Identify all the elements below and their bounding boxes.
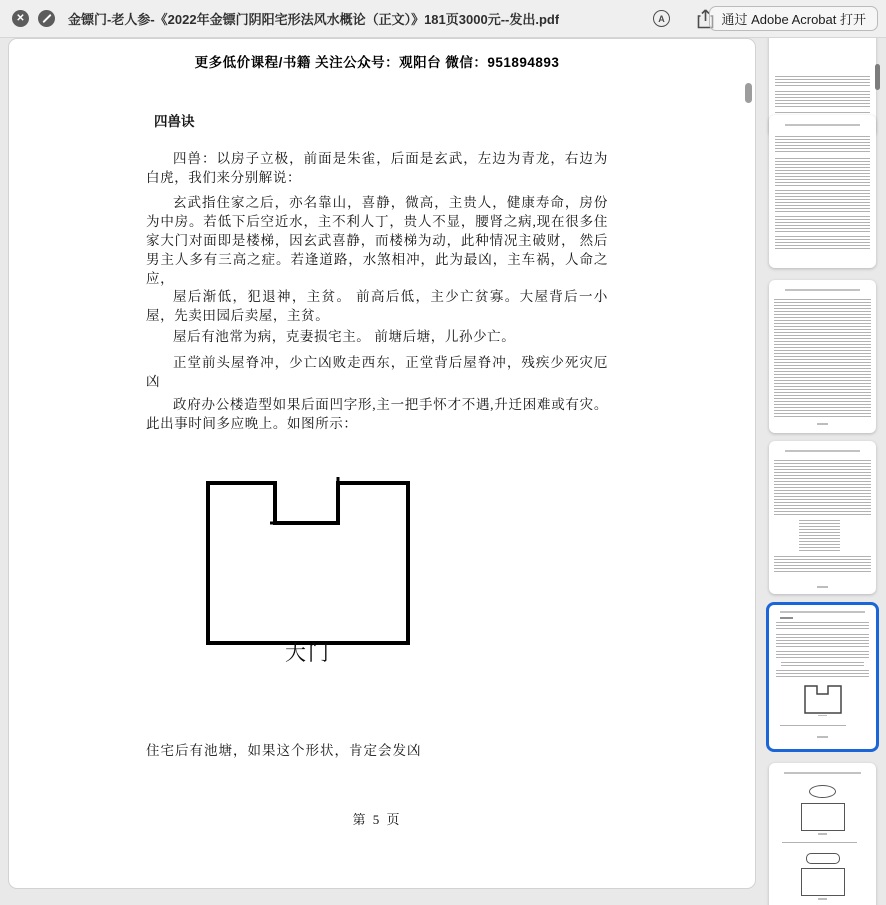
thumb-text-lines bbox=[774, 299, 870, 417]
thumbnail-page-4[interactable] bbox=[769, 441, 876, 594]
thumb-text-lines bbox=[776, 670, 868, 678]
thumb-diagram-label bbox=[818, 715, 827, 717]
thumbnail-page-6[interactable] bbox=[769, 763, 876, 905]
thumb-text-lines bbox=[774, 556, 870, 574]
thumb-section-title bbox=[780, 617, 793, 619]
thumb-rect-shape bbox=[801, 868, 845, 896]
thumb-header-line bbox=[780, 611, 866, 613]
thumb-shape-label bbox=[818, 898, 827, 900]
thumbnail-page-2[interactable] bbox=[769, 115, 876, 268]
acrobat-circle-icon[interactable]: A bbox=[653, 10, 670, 27]
thumb-text-lines bbox=[776, 634, 868, 648]
close-icon[interactable]: ✕ bbox=[12, 10, 29, 27]
window-title: 金镖门-老人参-《2022年金镖门阴阳宅形法风水概论（正文）》181页3000元--发出.pdf bbox=[68, 12, 560, 27]
thumb-header-line bbox=[785, 124, 860, 126]
pdf-page-panel bbox=[8, 38, 756, 889]
thumb-ellipse-shape bbox=[809, 785, 836, 798]
thumb-rounded-rect-shape bbox=[806, 853, 840, 864]
paragraph-6: 政府办公楼造型如果后面凹字形,主一把手怀才不遇,升迁困难或有灾。此出事时间多应晚上。如图所示： bbox=[146, 396, 608, 431]
page-caption: 住宅后有池塘，如果这个形状，肯定会发凶 bbox=[146, 743, 422, 758]
thumb-caption-line bbox=[780, 725, 846, 728]
main-gate-label: 大门 bbox=[285, 641, 331, 665]
thumb-text-lines bbox=[781, 662, 864, 667]
thumb-text-lines bbox=[775, 136, 869, 154]
thumb-rect-shape bbox=[801, 803, 845, 831]
thumb-text-lines bbox=[776, 622, 868, 631]
promo-header: 更多低价课程/书籍 关注公众号：观阳台 微信：951894893 bbox=[194, 55, 560, 70]
thumbnail-sidebar bbox=[757, 38, 886, 905]
notched-building-diagram bbox=[206, 475, 410, 647]
titlebar bbox=[0, 0, 886, 38]
thumbnail-page-5-selected[interactable] bbox=[766, 602, 879, 752]
thumb-text-lines bbox=[774, 460, 870, 516]
thumb-text-lines bbox=[775, 236, 869, 250]
thumb-header-line bbox=[785, 289, 860, 291]
paragraph-2: 玄武指住家之后，亦名靠山，喜静，微高，主贵人，健康寿命，房份为中房。若低下后空近水，主不利人丁，贵人不显，腰肾之病,现在很多住家大门对面即是楼梯，因玄武喜静，而楼梯为动，此种情况主破财， 然后男主人多有三高之症。若逢道路，水煞相冲，此为最凶，主车祸，人命之应， bbox=[146, 194, 608, 286]
paragraph-4: 屋后有池常为病，克妻损宅主。 前塘后塘，儿孙少亡。 bbox=[173, 328, 516, 344]
thumb-text-lines bbox=[776, 651, 868, 659]
thumb-text-lines bbox=[775, 190, 869, 212]
thumb-text-lines bbox=[775, 91, 869, 107]
open-with-acrobat-button[interactable]: 通过 Adobe Acrobat 打开 bbox=[709, 6, 878, 31]
blocked-icon[interactable] bbox=[38, 10, 55, 27]
thumb-page-number bbox=[817, 423, 828, 425]
thumb-caption-line bbox=[782, 842, 857, 845]
thumb-clipped-area bbox=[769, 38, 876, 76]
thumb-text-lines bbox=[775, 216, 869, 232]
paragraph-1: 四兽：以房子立极，前面是朱雀，后面是玄武，左边为青龙，右边为白虎，我们来分别解说： bbox=[146, 150, 608, 185]
thumbnail-page-3[interactable] bbox=[769, 280, 876, 433]
thumb-page-number bbox=[817, 736, 828, 738]
thumb-header-line bbox=[785, 450, 860, 452]
slash-glyph bbox=[42, 14, 51, 23]
thumb-text-lines bbox=[775, 158, 869, 186]
thumb-shape-label bbox=[818, 833, 827, 835]
thumb-page-number bbox=[817, 586, 828, 588]
sidebar-scrollbar[interactable] bbox=[875, 64, 880, 90]
thumb-text-lines bbox=[775, 76, 869, 86]
paragraph-3: 屋后渐低，犯退神，主贫。 前高后低，主少亡贫寡。大屋背后一小屋，先卖田园后卖屋，主贫。 bbox=[146, 288, 608, 323]
page-number-footer: 第 5 页 bbox=[352, 812, 402, 827]
paragraph-5: 正堂前头屋脊冲，少亡凶败走西东，正堂背后屋脊冲，残疾少死灾厄凶 bbox=[146, 354, 608, 389]
thumb-mini-diagram bbox=[769, 684, 876, 714]
thumb-verse-lines bbox=[799, 520, 840, 552]
thumb-header-line bbox=[784, 772, 861, 774]
document-scrollbar[interactable] bbox=[745, 83, 752, 103]
section-title: 四兽诀 bbox=[154, 114, 195, 129]
